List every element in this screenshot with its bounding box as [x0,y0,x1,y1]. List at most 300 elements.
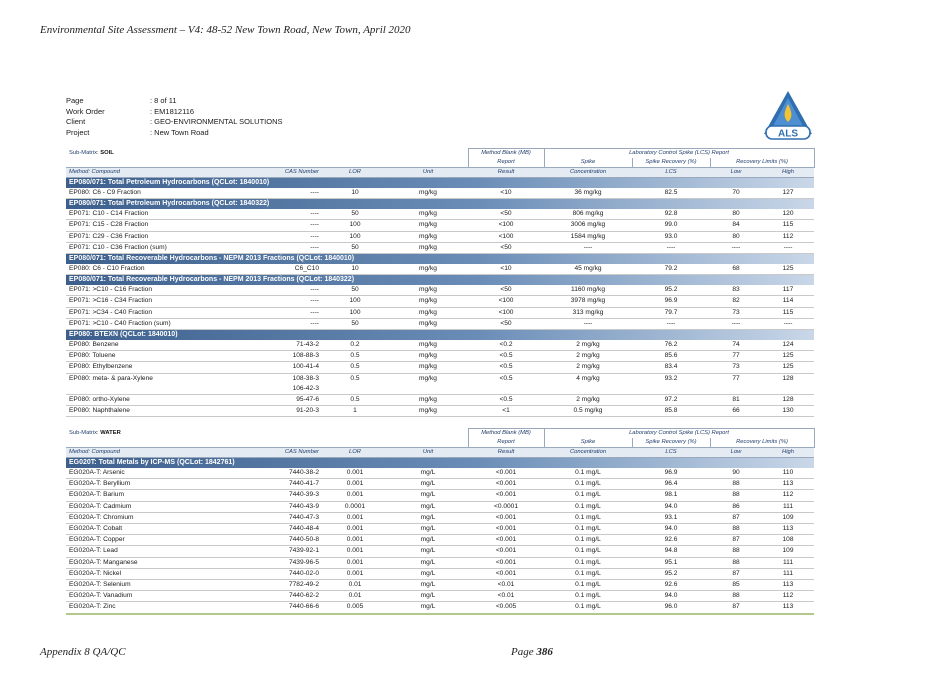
table-row [66,296,814,307]
cell-recovery-high: 111 [762,501,814,512]
cell-result: <0.005 [468,602,544,614]
cell-lor: 100 [322,231,388,242]
table-row [66,406,814,417]
cell-lcs-recovery: 79.7 [632,307,710,318]
cell-compound: EG020A-T: Barium [66,490,252,501]
col-low: Low [710,168,762,178]
cell-lcs-recovery: 93.1 [632,512,710,523]
soil-body [66,178,814,417]
cell-spike-concentration: 0.1 mg/L [544,490,632,501]
col-cas-number: CAS Number [252,448,322,458]
cell-result: <0.001 [468,512,544,523]
cell-lor: 0.5 [322,351,388,362]
cell-compound: EP080: Ethylbenzene [66,362,252,373]
cell-result: <50 [468,242,544,253]
report-subheader: Report [468,158,544,168]
meta-value: : New Town Road [150,127,209,137]
cell-recovery-low: 77 [710,351,762,362]
meta-value: : GEO-ENVIRONMENTAL SOLUTIONS [150,117,283,126]
cell-spike-concentration: ---- [544,318,632,329]
table-row [66,395,814,406]
cell-unit: mg/kg [388,373,468,394]
section-header [66,275,814,286]
cell-cas-number: ---- [252,296,322,307]
cell-compound: EG020A-T: Lead [66,546,252,557]
cell-recovery-low: ---- [710,318,762,329]
cell-spike-concentration: 4 mg/kg [544,373,632,394]
cell-unit: mg/L [388,479,468,490]
cell-compound: EP071: >C10 - C16 Fraction [66,285,252,296]
cell-lor: 0.001 [322,479,388,490]
cell-cas-number: ---- [252,242,322,253]
cell-cas-number: 7440-50-8 [252,535,322,546]
cell-result: <10 [468,264,544,275]
cell-recovery-high: ---- [762,242,814,253]
cell-lcs-recovery: 93.2 [632,373,710,394]
cell-compound: EG020A-T: Arsenic [66,468,252,479]
section-header [66,458,814,469]
cell-cas-number: 7440-41-7 [252,479,322,490]
cell-lcs-recovery: 96.9 [632,468,710,479]
cell-spike-concentration: 1584 mg/kg [544,231,632,242]
cell-result: <0.0001 [468,501,544,512]
table-row [66,468,814,479]
cell-recovery-low: 88 [710,524,762,535]
meta-label: Project [66,127,90,137]
soil-submatrix-label: Sub-Matrix: SOIL [69,149,114,156]
cell-recovery-high: 108 [762,535,814,546]
cell-spike-concentration: 0.1 mg/L [544,568,632,579]
cell-lcs-recovery: 95.2 [632,568,710,579]
table-row [66,209,814,220]
cell-compound: EP071: >C16 - C34 Fraction [66,296,252,307]
cell-cas-number: 7439-96-5 [252,557,322,568]
cell-result: <0.2 [468,340,544,351]
cell-compound: EG020A-T: Chromium [66,512,252,523]
col-high: High [762,448,814,458]
section-header [66,254,814,265]
cell-cas-number: 7440-39-3 [252,490,322,501]
cell-cas-number: ---- [252,231,322,242]
cell-cas-number: 7440-62-2 [252,591,322,602]
cell-unit: mg/L [388,602,468,614]
cell-cas-number: 7440-47-3 [252,512,322,523]
soil-qc-table [66,148,814,417]
cell-spike-concentration: 2 mg/kg [544,351,632,362]
cell-lor: 100 [322,296,388,307]
cell-recovery-low: 90 [710,468,762,479]
col-concentration: Concentration [544,168,632,178]
cell-spike-concentration: 313 mg/kg [544,307,632,318]
cell-recovery-high: 113 [762,602,814,614]
column-header-row [66,168,814,178]
cell-lor: 100 [322,307,388,318]
cell-cas-number: ---- [252,188,322,199]
cell-result: <1 [468,406,544,417]
cell-result: <0.5 [468,362,544,373]
cell-lcs-recovery: 99.0 [632,220,710,231]
cell-result: <0.5 [468,373,544,394]
cell-result: <0.001 [468,568,544,579]
cell-recovery-high: 109 [762,546,814,557]
col-result: Result [468,448,544,458]
meta-page [66,96,283,107]
cas-line: 106-42-3 [292,384,319,392]
table-row [66,512,814,523]
cell-cas-number: 7440-43-9 [252,501,322,512]
cell-compound: EP080: C6 - C10 Fraction [66,264,252,275]
section-title: EP080/071: Total Recoverable Hydrocarbons - NEPM 2013 Fractions (QCLot: 1840322) [66,275,814,286]
cell-spike-concentration: 0.1 mg/L [544,546,632,557]
cell-compound: EG020A-T: Vanadium [66,591,252,602]
cell-unit: mg/L [388,524,468,535]
cell-lor: 0.001 [322,535,388,546]
cell-lor: 50 [322,318,388,329]
col-lor: LOR [322,448,388,458]
cell-unit: mg/L [388,490,468,501]
cell-recovery-low: 80 [710,231,762,242]
cell-cas-number: 71-43-2 [252,340,322,351]
cell-unit: mg/kg [388,351,468,362]
cell-lcs-recovery: 94.0 [632,591,710,602]
logo-text: ALS [778,128,798,140]
cell-recovery-low: 87 [710,535,762,546]
cell-compound: EG020A-T: Nickel [66,568,252,579]
cell-spike-concentration: 2 mg/kg [544,395,632,406]
cell-recovery-low: 82 [710,296,762,307]
cell-recovery-low: 87 [710,602,762,614]
cell-result: <0.5 [468,395,544,406]
cell-lcs-recovery: 94.8 [632,546,710,557]
cell-compound: EP071: C29 - C36 Fraction [66,231,252,242]
cell-lor: 50 [322,285,388,296]
table-row [66,524,814,535]
cell-unit: mg/kg [388,285,468,296]
cell-spike-concentration: 0.1 mg/L [544,580,632,591]
cell-spike-concentration: 45 mg/kg [544,264,632,275]
cell-cas-number: ---- [252,209,322,220]
meta-value: : 8 of 11 [150,96,177,105]
column-header-row [66,448,814,458]
spike-recovery-subheader: Spike Recovery (%) [632,158,710,168]
cell-lcs-recovery: 82.5 [632,188,710,199]
cell-unit: mg/kg [388,242,468,253]
cell-recovery-high: 110 [762,468,814,479]
cell-recovery-high: 125 [762,264,814,275]
cell-result: <0.001 [468,557,544,568]
cell-compound: EG020A-T: Cobalt [66,524,252,535]
report-meta [66,96,283,138]
cell-recovery-low: 81 [710,395,762,406]
cell-cas-number: ---- [252,318,322,329]
cell-spike-concentration: 0.5 mg/kg [544,406,632,417]
meta-project [66,128,283,139]
cell-lcs-recovery: 79.2 [632,264,710,275]
table-row [66,351,814,362]
cell-lcs-recovery: 76.2 [632,340,710,351]
cell-compound: EG020A-T: Beryllium [66,479,252,490]
cell-lor: 0.5 [322,395,388,406]
cell-lor: 1 [322,406,388,417]
spike-recovery-subheader: Spike Recovery (%) [632,438,710,448]
table-row [66,602,814,614]
cell-result: <100 [468,231,544,242]
cell-recovery-low: 88 [710,546,762,557]
cell-cas-number: 7782-49-2 [252,580,322,591]
cell-unit: mg/L [388,580,468,591]
table-row [66,479,814,490]
footer-page: Page 386 [511,646,553,658]
cell-recovery-low: 88 [710,591,762,602]
cell-unit: mg/L [388,468,468,479]
cell-recovery-high: 128 [762,395,814,406]
cell-lcs-recovery: ---- [632,242,710,253]
cell-lcs-recovery: 98.1 [632,490,710,501]
meta-client [66,117,283,128]
water-submatrix-label: Sub-Matrix: WATER [69,429,121,436]
cell-cas-number: 7440-66-6 [252,602,322,614]
cell-unit: mg/kg [388,188,468,199]
cell-lcs-recovery: 94.0 [632,524,710,535]
cell-lor: 10 [322,188,388,199]
cell-recovery-low: 86 [710,501,762,512]
cell-cas-number: ---- [252,285,322,296]
lcs-report-header: Laboratory Control Spike (LCS) Report [544,429,814,439]
bottom-rule [66,614,814,617]
cell-cas-number: 91-20-3 [252,406,322,417]
cell-lor: 50 [322,209,388,220]
col-cas-number: CAS Number [252,168,322,178]
cell-lor: 0.001 [322,524,388,535]
report-subheader: Report [468,438,544,448]
cell-lcs-recovery: 96.9 [632,296,710,307]
cell-spike-concentration: 0.1 mg/L [544,468,632,479]
table-row [66,264,814,275]
cell-unit: mg/kg [388,264,468,275]
cell-lcs-recovery: 83.4 [632,362,710,373]
cell-recovery-high: 130 [762,406,814,417]
cell-spike-concentration: 0.1 mg/L [544,591,632,602]
meta-value: : EM1812116 [150,106,195,116]
cell-compound: EP080: C6 - C9 Fraction [66,188,252,199]
table-row [66,557,814,568]
cell-lor: 0.5 [322,362,388,373]
cell-spike-concentration: 3006 mg/kg [544,220,632,231]
cell-result: <0.5 [468,351,544,362]
cell-spike-concentration: 0.1 mg/L [544,557,632,568]
water-qc-table [66,428,814,617]
cell-cas-number: 100-41-4 [252,362,322,373]
cell-recovery-high: 125 [762,362,814,373]
cell-unit: mg/L [388,501,468,512]
cell-recovery-high: 124 [762,340,814,351]
cell-lor: 10 [322,264,388,275]
section-header [66,178,814,189]
cell-lcs-recovery: 92.6 [632,535,710,546]
cell-spike-concentration: 3978 mg/kg [544,296,632,307]
cell-unit: mg/kg [388,209,468,220]
cell-lcs-recovery: 85.6 [632,351,710,362]
recovery-limits-subheader: Recovery Limits (%) [710,158,814,168]
cell-lor: 0.001 [322,468,388,479]
cell-recovery-low: ---- [710,242,762,253]
cell-spike-concentration: 0.1 mg/L [544,535,632,546]
table-row [66,591,814,602]
table-row [66,318,814,329]
cell-unit: mg/kg [388,362,468,373]
cell-cas-number [252,373,322,394]
cell-spike-concentration: 0.1 mg/L [544,602,632,614]
cell-unit: mg/L [388,546,468,557]
cell-lcs-recovery: 95.1 [632,557,710,568]
cell-lor: 0.001 [322,568,388,579]
cell-lor: 0.001 [322,546,388,557]
cell-compound: EG020A-T: Copper [66,535,252,546]
col-method-compound: Method: Compound [66,448,252,458]
table-row [66,188,814,199]
cell-compound: EP071: C15 - C28 Fraction [66,220,252,231]
cell-recovery-high: 115 [762,220,814,231]
section-header [66,199,814,210]
cell-unit: mg/kg [388,318,468,329]
cell-compound: EG020A-T: Manganese [66,557,252,568]
cell-lor: 0.01 [322,580,388,591]
cell-cas-number: 7439-92-1 [252,546,322,557]
lcs-report-header: Laboratory Control Spike (LCS) Report [544,149,814,159]
cell-recovery-high: 113 [762,580,814,591]
table-row [66,568,814,579]
cell-recovery-high: 117 [762,285,814,296]
cell-recovery-low: 87 [710,512,762,523]
table-row [66,580,814,591]
cell-result: <0.001 [468,490,544,501]
cell-unit: mg/kg [388,296,468,307]
cell-lcs-recovery: 96.0 [632,602,710,614]
col-lcs: LCS [632,448,710,458]
cell-lor: 0.001 [322,490,388,501]
cell-recovery-low: 83 [710,285,762,296]
col-lcs: LCS [632,168,710,178]
cell-recovery-high: 112 [762,490,814,501]
recovery-limits-subheader: Recovery Limits (%) [710,438,814,448]
als-logo-icon [760,88,816,142]
cell-recovery-high: 112 [762,231,814,242]
cell-lcs-recovery: 92.6 [632,580,710,591]
cell-compound: EP080: meta- & para-Xylene [66,373,252,394]
cell-lor: 0.01 [322,591,388,602]
cell-spike-concentration: 806 mg/kg [544,209,632,220]
cell-recovery-high: 111 [762,557,814,568]
cell-spike-concentration: 0.1 mg/L [544,512,632,523]
table-row [66,501,814,512]
cell-result: <0.001 [468,524,544,535]
cell-recovery-low: 66 [710,406,762,417]
cell-spike-concentration: 36 mg/kg [544,188,632,199]
cell-cas-number: 108-88-3 [252,351,322,362]
cell-result: <0.01 [468,591,544,602]
cell-recovery-low: 80 [710,209,762,220]
cell-result: <100 [468,307,544,318]
cell-lor: 0.0001 [322,501,388,512]
method-blank-header: Method Blank (MB) [468,149,544,159]
cell-lor: 0.005 [322,602,388,614]
meta-work-order [66,107,283,118]
cell-recovery-high: 113 [762,479,814,490]
cell-unit: mg/L [388,568,468,579]
cell-recovery-low: 73 [710,362,762,373]
section-title: EP080/071: Total Recoverable Hydrocarbons - NEPM 2013 Fractions (QCLot: 1840010) [66,254,814,265]
col-lor: LOR [322,168,388,178]
section-title: EG020T: Total Metals by ICP-MS (QCLot: 1842761) [66,458,814,469]
section-title: EP080/071: Total Petroleum Hydrocarbons (QCLot: 1840010) [66,178,814,189]
cell-spike-concentration: 0.1 mg/L [544,524,632,535]
cell-cas-number: 95-47-6 [252,395,322,406]
running-header: Environmental Site Assessment – V4: 48-52 New Town Road, New Town, April 2020 [40,24,411,36]
cell-unit: mg/kg [388,307,468,318]
method-blank-header: Method Blank (MB) [468,429,544,439]
table-row [66,231,814,242]
col-unit: Unit [388,448,468,458]
cell-result: <100 [468,296,544,307]
cell-compound: EP080: Benzene [66,340,252,351]
section-title: EP080: BTEXN (QCLot: 1840010) [66,330,814,341]
cell-lor: 50 [322,242,388,253]
cell-unit: mg/kg [388,220,468,231]
cell-unit: mg/kg [388,406,468,417]
cell-lor: 0.001 [322,512,388,523]
cell-cas-number: 7440-48-4 [252,524,322,535]
table-row [66,535,814,546]
meta-label: Client [66,117,86,126]
cell-spike-concentration: 2 mg/kg [544,362,632,373]
table-row [66,373,814,394]
cell-result: <0.01 [468,580,544,591]
cell-recovery-low: 70 [710,188,762,199]
cell-recovery-low: 84 [710,220,762,231]
cell-lcs-recovery: 93.0 [632,231,710,242]
table-row [66,340,814,351]
cell-spike-concentration: 1160 mg/kg [544,285,632,296]
cell-lor: 0.5 [322,373,388,394]
cell-result: <0.001 [468,468,544,479]
table-row [66,362,814,373]
table-row [66,307,814,318]
cell-lcs-recovery: 94.0 [632,501,710,512]
col-unit: Unit [388,168,468,178]
cell-result: <50 [468,318,544,329]
cell-recovery-low: 68 [710,264,762,275]
cell-recovery-high: 128 [762,373,814,394]
cell-lor: 0.2 [322,340,388,351]
cell-unit: mg/kg [388,395,468,406]
cell-unit: mg/kg [388,231,468,242]
cell-recovery-low: 88 [710,557,762,568]
cell-recovery-high: 111 [762,568,814,579]
cell-result: <0.001 [468,535,544,546]
cell-recovery-high: ---- [762,318,814,329]
cell-lcs-recovery: 97.2 [632,395,710,406]
cell-unit: mg/L [388,512,468,523]
cell-recovery-low: 88 [710,479,762,490]
table-row [66,490,814,501]
cell-compound: EP080: ortho-Xylene [66,395,252,406]
cell-lor: 0.001 [322,557,388,568]
cell-recovery-high: 114 [762,296,814,307]
cell-compound: EP080: Toluene [66,351,252,362]
table-row [66,242,814,253]
cell-lcs-recovery: ---- [632,318,710,329]
cell-cas-number: 7440-02-0 [252,568,322,579]
